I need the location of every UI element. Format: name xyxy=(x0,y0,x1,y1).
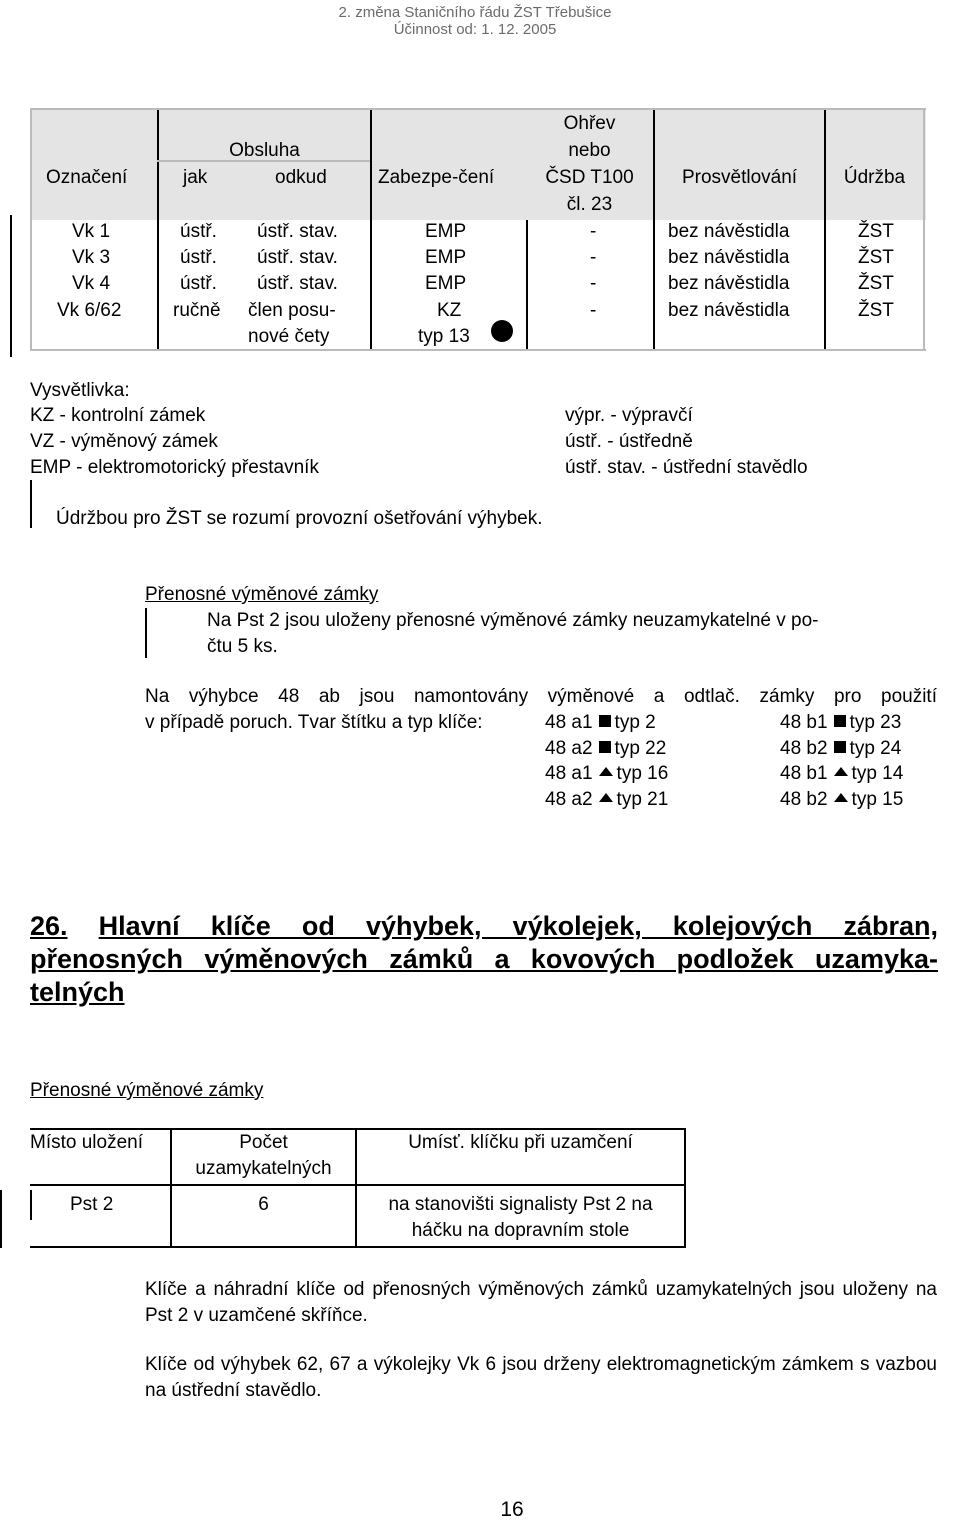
legend-item: ústř. - ústředně xyxy=(565,431,693,452)
change-bar xyxy=(0,1190,2,1248)
lock-label: 48 a2 xyxy=(545,738,593,759)
col-header-ohrev-line2: nebo xyxy=(568,140,611,161)
cell-odkud: ústř. stav. xyxy=(257,273,338,294)
col-header-ohrev-line3: ČSD T100 xyxy=(545,167,634,188)
lock-label: 48 b2 xyxy=(780,738,828,759)
cell-jak: ústř. xyxy=(180,221,217,242)
cell-oznaceni: Vk 1 xyxy=(72,221,111,242)
cell-odkud: ústř. stav. xyxy=(257,221,338,242)
table-border xyxy=(30,349,926,351)
legend-title: Vysvětlivka: xyxy=(30,380,130,401)
table-border xyxy=(30,108,926,110)
cell-zabezpeceni-line2: typ 13 xyxy=(418,326,470,347)
cell-odkud: ústř. stav. xyxy=(257,247,338,268)
key-type-item xyxy=(545,789,668,811)
cell-pocet: 6 xyxy=(258,1194,269,1215)
portable-locks-text-line1: Na Pst 2 jsou uloženy přenosné výměnové zámky neuzamykatelné v po- xyxy=(207,610,819,631)
table-border xyxy=(684,1128,686,1248)
triangle-shape-icon xyxy=(599,793,613,802)
table-border xyxy=(30,1246,686,1248)
col-header-pocet-line2: uzamykatelných xyxy=(195,1158,332,1179)
table-divider xyxy=(824,108,826,351)
cell-zabezpeceni: EMP xyxy=(425,221,467,242)
legend-item: výpr. - výpravčí xyxy=(565,405,693,426)
col-header-jak: jak xyxy=(183,167,208,188)
col-header-umisteni: Umísť. klíčku při uzamčení xyxy=(408,1132,633,1153)
section-number: 26. xyxy=(30,911,68,941)
cell-odkud-line1: člen posu- xyxy=(248,300,336,321)
key-type-item xyxy=(780,738,901,760)
square-shape-icon xyxy=(599,741,611,753)
col-header-ohrev-line4: čl. 23 xyxy=(566,194,613,215)
key-type-item xyxy=(780,789,903,811)
col-header-pocet-line1: Počet xyxy=(239,1132,288,1153)
table-divider xyxy=(30,1184,686,1186)
triangle-shape-icon xyxy=(599,767,613,776)
cell-prosvetlovani: bez návěstidla xyxy=(668,300,790,321)
cell-udrzba: ŽST xyxy=(858,247,894,268)
cell-udrzba: ŽST xyxy=(858,300,894,321)
key-type: typ 16 xyxy=(616,763,669,784)
section-26-line3 xyxy=(30,976,938,1009)
col-header-prosvetlovani: Prosvětlování xyxy=(681,167,798,188)
col-header-zabezpeceni: Zabezpe-čení xyxy=(378,167,495,188)
paragraph-spare-keys: Klíče a náhradní klíče od přenosných výměnových zámků uzamykatelných jsou uloženy na Pst 2 v uzamčené skříňce. xyxy=(145,1279,937,1326)
key-type: typ 14 xyxy=(851,763,904,784)
key-type-item xyxy=(780,712,901,734)
section-26-line2 xyxy=(30,943,938,976)
legend-item: ústř. stav. - ústřední stavědlo xyxy=(565,457,808,478)
key-type: typ 21 xyxy=(616,789,669,810)
cell-umisteni-line1: na stanovišti signalisty Pst 2 na xyxy=(388,1194,653,1215)
cell-umisteni-line2: háčku na dopravním stole xyxy=(411,1220,630,1241)
table-border xyxy=(30,108,32,351)
cell-odkud-line2: nové čety xyxy=(248,326,330,347)
cell-oznaceni: Vk 6/62 xyxy=(57,300,122,321)
cell-ohrev: - xyxy=(590,300,597,321)
page-number: 16 xyxy=(500,1498,524,1521)
table-divider xyxy=(526,220,528,351)
triangle-shape-icon xyxy=(834,767,848,776)
lock-label: 48 b1 xyxy=(780,712,828,733)
change-bar xyxy=(30,480,32,528)
cell-jak: ústř. xyxy=(180,273,217,294)
cell-jak: ústř. xyxy=(180,247,217,268)
key-type-item xyxy=(545,712,656,734)
cell-udrzba: ŽST xyxy=(858,273,894,294)
key-type-item xyxy=(545,763,668,785)
section-title-line2: přenosných výměnových zámků a kovových podložek uzamyka- xyxy=(30,944,938,974)
portable-locks-text-line2: čtu 5 ks. xyxy=(207,636,278,657)
table-border xyxy=(923,108,925,351)
key-type: typ 2 xyxy=(614,712,656,733)
switch48-text-line2: v případě poruch. Tvar štítku a typ klíče: xyxy=(145,712,483,733)
key-type-item xyxy=(780,763,903,785)
cell-ohrev: - xyxy=(590,247,597,268)
cell-zabezpeceni: EMP xyxy=(425,247,467,268)
legend-item: VZ - výměnový zámek xyxy=(30,431,218,452)
cell-ohrev: - xyxy=(590,221,597,242)
key-type: typ 22 xyxy=(614,738,667,759)
switch48-text-line1: Na výhybce 48 ab jsou namontovány výměnové a odtlač. zámky pro použití xyxy=(145,686,937,707)
square-shape-icon xyxy=(599,715,611,727)
table-divider xyxy=(653,108,655,351)
table-header-background xyxy=(30,108,926,220)
cell-jak: ručně xyxy=(173,300,221,321)
maintenance-note: Údržbou pro ŽST se rozumí provozní ošetřování výhybek. xyxy=(56,508,543,529)
lock-label: 48 a1 xyxy=(545,712,593,733)
legend-item: KZ - kontrolní zámek xyxy=(30,405,206,426)
cell-udrzba: ŽST xyxy=(858,221,894,242)
key-type: typ 23 xyxy=(849,712,902,733)
square-shape-icon xyxy=(834,715,846,727)
change-bar xyxy=(145,608,147,658)
section-title-line1: Hlavní klíče od výhybek, výkolejek, kolejových zábran, xyxy=(98,911,938,941)
cell-misto: Pst 2 xyxy=(70,1194,114,1215)
col-header-odkud: odkud xyxy=(275,167,327,188)
cell-prosvetlovani: bez návěstidla xyxy=(668,247,790,268)
key-type: typ 15 xyxy=(851,789,904,810)
col-header-misto: Místo uložení xyxy=(30,1132,143,1153)
square-shape-icon xyxy=(834,741,846,753)
legend-item: EMP - elektromotorický přestavník xyxy=(30,457,319,478)
cell-ohrev: - xyxy=(590,273,597,294)
paragraph-electromagnetic-lock: Klíče od výhybek 62, 67 a výkolejky Vk 6 jsou drženy elektromagnetickým zámkem s vazbou na ústřední stavědlo. xyxy=(145,1354,937,1401)
cell-oznaceni: Vk 4 xyxy=(72,273,111,294)
filled-circle-icon xyxy=(491,320,513,342)
section-26-heading xyxy=(30,910,938,1009)
table-border xyxy=(30,1128,686,1130)
triangle-shape-icon xyxy=(834,793,848,802)
lock-label: 48 b2 xyxy=(780,789,828,810)
section-26-line1 xyxy=(30,910,938,943)
lock-label: 48 a2 xyxy=(545,789,593,810)
col-header-udrzba: Údržba xyxy=(843,167,906,188)
cell-zabezpeceni: EMP xyxy=(425,273,467,294)
header-title: 2. změna Staničního řádu ŽST Třebušice xyxy=(338,4,612,21)
key-type-item xyxy=(545,738,666,760)
lock-label: 48 b1 xyxy=(780,763,828,784)
key-storage-table xyxy=(30,1128,686,1248)
page-header xyxy=(0,4,960,38)
cell-oznaceni: Vk 3 xyxy=(72,247,111,268)
col-header-ohrev-line1: Ohřev xyxy=(563,113,616,134)
change-bar xyxy=(10,215,12,357)
cell-prosvetlovani: bez návěstidla xyxy=(668,273,790,294)
cell-prosvetlovani: bez návěstidla xyxy=(668,221,790,242)
header-effective-date: Účinnost od: 1. 12. 2005 xyxy=(393,21,557,38)
col-header-obsluha: Obsluha xyxy=(229,140,300,161)
cell-zabezpeceni-line1: KZ xyxy=(437,300,462,321)
col-header-oznaceni: Označení xyxy=(46,167,128,188)
lock-label: 48 a1 xyxy=(545,763,593,784)
section-title-line3: telných xyxy=(30,977,125,1007)
portable-locks-heading: Přenosné výměnové zámky xyxy=(145,584,379,605)
key-type: typ 24 xyxy=(849,738,902,759)
switch-table xyxy=(30,108,926,351)
portable-locks-heading-2: Přenosné výměnové zámky xyxy=(30,1080,264,1101)
